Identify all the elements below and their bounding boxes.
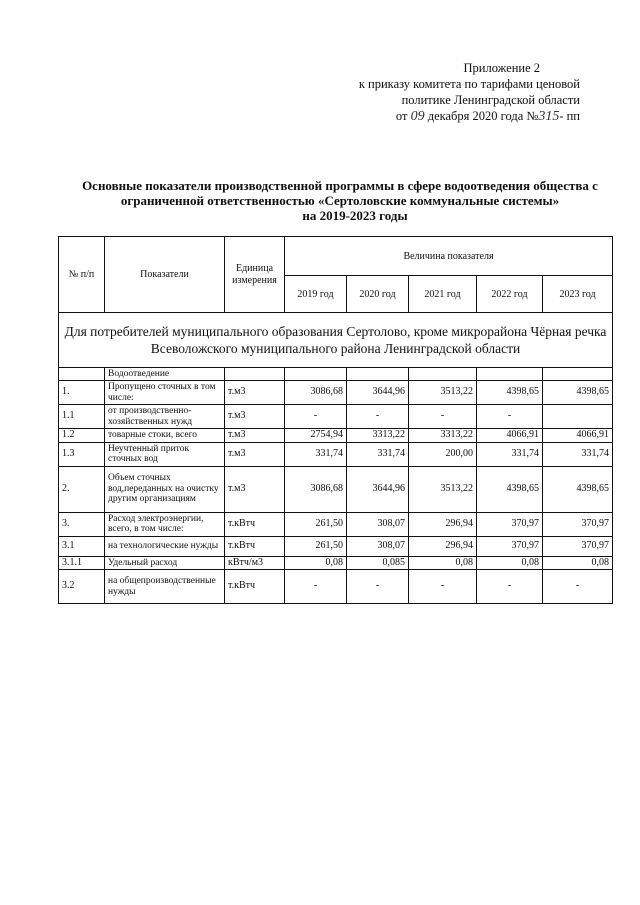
value-cell: 3313,22 — [409, 429, 477, 443]
header-year: 2022 год — [477, 276, 543, 313]
row-indicator: Удельный расход — [105, 556, 225, 570]
value-cell: 4066,91 — [477, 429, 543, 443]
value-cell: 3644,96 — [347, 381, 409, 405]
section-empty-cell — [59, 368, 105, 381]
appendix-authority-line: политике Ленинградской области — [401, 93, 580, 107]
title-line-1: Основные показатели производственной программы в сфере водоотведения общества с — [82, 178, 598, 193]
value-cell: 4398,65 — [543, 381, 613, 405]
value-cell: 0,08 — [409, 556, 477, 570]
value-cell: 0,08 — [477, 556, 543, 570]
section-empty-cell — [409, 368, 477, 381]
value-cell: 261,50 — [285, 536, 347, 556]
row-unit: т.м3 — [225, 381, 285, 405]
row-indicator: от производственно-хозяйственных нужд — [105, 405, 225, 429]
row-indicator: Неучтенный приток сточных вод — [105, 442, 225, 466]
row-indicator: Расход электроэнергии, всего, в том числе: — [105, 512, 225, 536]
consumer-row — [59, 313, 613, 368]
value-cell: 3513,22 — [409, 381, 477, 405]
document-title — [60, 178, 620, 223]
header-year: 2021 год — [409, 276, 477, 313]
value-cell: 3086,68 — [285, 466, 347, 512]
row-unit: т.м3 — [225, 429, 285, 443]
section-empty-cell — [543, 368, 613, 381]
row-indicator: Пропущено сточных в том числе: — [105, 381, 225, 405]
row-unit: т.м3 — [225, 442, 285, 466]
table-row — [59, 570, 613, 604]
section-row — [59, 368, 613, 381]
row-unit: т.кВтч — [225, 536, 285, 556]
row-indicator: на общепроизводственные нужды — [105, 570, 225, 604]
table-body — [59, 381, 613, 604]
header-unit: Единица измерения — [225, 237, 285, 313]
value-cell: 2754,94 — [285, 429, 347, 443]
value-cell: 3644,96 — [347, 466, 409, 512]
table-row — [59, 556, 613, 570]
value-cell: 331,74 — [543, 442, 613, 466]
appendix-title: Приложение 2 — [463, 61, 540, 75]
table-row — [59, 536, 613, 556]
header-num: № п/п — [59, 237, 105, 313]
value-cell: 331,74 — [477, 442, 543, 466]
table-row — [59, 466, 613, 512]
row-unit: т.кВтч — [225, 570, 285, 604]
header-year: 2023 год — [543, 276, 613, 313]
header-row-1 — [59, 237, 613, 276]
value-cell: 308,07 — [347, 512, 409, 536]
title-line-3: на 2019-2023 годы — [302, 208, 408, 223]
value-cell: 296,94 — [409, 536, 477, 556]
value-cell: 3086,68 — [285, 381, 347, 405]
value-cell: 370,97 — [477, 512, 543, 536]
row-number: 3.2 — [59, 570, 105, 604]
row-number: 1.2 — [59, 429, 105, 443]
value-cell: 331,74 — [285, 442, 347, 466]
value-cell: - — [477, 405, 543, 429]
value-cell: - — [409, 570, 477, 604]
section-empty-cell — [347, 368, 409, 381]
value-cell: - — [285, 570, 347, 604]
value-cell: - — [347, 405, 409, 429]
row-unit: кВтч/м3 — [225, 556, 285, 570]
row-number: 3.1.1 — [59, 556, 105, 570]
value-cell: 0,085 — [347, 556, 409, 570]
table-row — [59, 442, 613, 466]
value-cell: 261,50 — [285, 512, 347, 536]
value-cell: 370,97 — [543, 512, 613, 536]
value-cell: 4398,65 — [477, 381, 543, 405]
order-suffix: - пп — [559, 109, 580, 123]
title-line-2: ограниченной ответственностью «Сертоловские коммунальные системы» — [120, 193, 560, 208]
header-value-group: Величина показателя — [285, 237, 613, 276]
handwritten-day: 09 — [410, 109, 425, 124]
row-number: 3.1 — [59, 536, 105, 556]
table-row — [59, 429, 613, 443]
date-prefix: от — [395, 109, 408, 123]
value-cell: 308,07 — [347, 536, 409, 556]
value-cell: 370,97 — [543, 536, 613, 556]
header-indicator: Показатели — [105, 237, 225, 313]
value-cell: 0,08 — [543, 556, 613, 570]
value-cell: 0,08 — [285, 556, 347, 570]
row-indicator: товарные стоки, всего — [105, 429, 225, 443]
value-cell: 3313,22 — [347, 429, 409, 443]
value-cell: - — [477, 570, 543, 604]
row-number: 1. — [59, 381, 105, 405]
value-cell: 200,00 — [409, 442, 477, 466]
row-number: 3. — [59, 512, 105, 536]
value-cell: 331,74 — [347, 442, 409, 466]
appendix-order-line: к приказу комитета по тарифами ценовой — [358, 77, 580, 91]
indicators-table — [58, 236, 613, 604]
row-unit: т.кВтч — [225, 512, 285, 536]
table-row — [59, 405, 613, 429]
row-number: 1.1 — [59, 405, 105, 429]
value-cell — [543, 405, 613, 429]
row-indicator: на технологические нужды — [105, 536, 225, 556]
value-cell: - — [543, 570, 613, 604]
date-middle: декабря 2020 года № — [427, 109, 539, 123]
value-cell: 4066,91 — [543, 429, 613, 443]
value-cell: 4398,65 — [543, 466, 613, 512]
section-empty-cell — [225, 368, 285, 381]
value-cell: - — [409, 405, 477, 429]
appendix-header — [280, 60, 580, 125]
appendix-date-line — [280, 108, 580, 125]
table-row — [59, 381, 613, 405]
section-label: Водоотведение — [105, 368, 225, 381]
table-row — [59, 512, 613, 536]
value-cell: 3513,22 — [409, 466, 477, 512]
row-indicator: Объем сточных вод,переданных на очистку другим организациям — [105, 466, 225, 512]
row-unit: т.м3 — [225, 405, 285, 429]
header-year: 2019 год — [285, 276, 347, 313]
header-year: 2020 год — [347, 276, 409, 313]
handwritten-order-number: 315 — [538, 109, 560, 124]
row-number: 2. — [59, 466, 105, 512]
row-unit: т.м3 — [225, 466, 285, 512]
consumer-label: Для потребителей муниципального образования Сертолово, кроме микрорайона Чёрная речка Всеволожского муниципального района Ленинградской области — [59, 313, 613, 368]
value-cell: - — [347, 570, 409, 604]
value-cell: 370,97 — [477, 536, 543, 556]
value-cell: - — [285, 405, 347, 429]
value-cell: 4398,65 — [477, 466, 543, 512]
value-cell: 296,94 — [409, 512, 477, 536]
section-empty-cell — [477, 368, 543, 381]
row-number: 1.3 — [59, 442, 105, 466]
section-empty-cell — [285, 368, 347, 381]
